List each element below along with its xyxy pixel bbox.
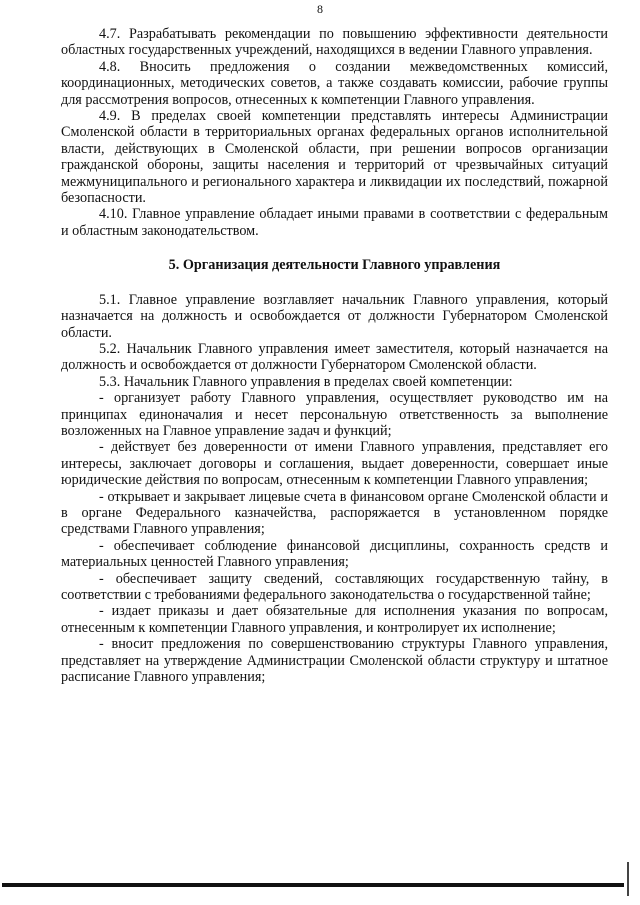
scan-edge-mark [627, 862, 629, 896]
list-item: - организует работу Главного управления, осуществляет руководство им на принципах единоначалия и несет персональную ответственность за выполнение возложенных на Главное управление задач и функций; [61, 390, 608, 439]
list-item: - вносит предложения по совершенствованию структуры Главного управления, представляет на утверждение Администрации Смоленской области структуру и штатное расписание Главного управления; [61, 636, 608, 686]
paragraph-4-8: 4.8. Вносить предложения о создании межведомственных комиссий, координационных, методических советов, а также создавать комиссии, рабочие группы для рассмотрения вопросов, отнесенных к компетенции Главного управления. [61, 58, 608, 108]
list-item: - обеспечивает соблюдение финансовой дисциплины, сохранность средств и материальных ценностей Главного управления; [61, 537, 608, 571]
paragraph-5-3: 5.3. Начальник Главного управления в пределах своей компетенции: [99, 373, 513, 390]
section-heading: 5. Организация деятельности Главного управления [168, 257, 501, 274]
paragraph-5-2: 5.2. Начальник Главного управления имеет заместителя, который назначается на должность и освобождается от должности Губернатором Смоленской области. [61, 340, 608, 374]
paragraph-4-9: 4.9. В пределах своей компетенции представлять интересы Администрации Смоленской области в территориальных органах федеральных органов исполнительной власти, действующих в Смоленской области, при решении вопросов организации гражданской обороны, защиты населения и территорий от чрезвычайных ситуаций межмуниципального и регионального характера и ликвидации их последствий, пожарной безопасности. [61, 108, 608, 207]
page-number: 8 [317, 2, 323, 16]
bottom-scan-line [2, 883, 624, 887]
document-body [61, 26, 608, 685]
list-item: - издает приказы и дает обязательные для исполнения указания по вопросам, отнесенным к компетенции Главного управления, и контролирует их исполнение; [61, 603, 608, 636]
list-item: - открывает и закрывает лицевые счета в финансовом органе Смоленской области и в органе Федерального казначейства, распоряжается в установленном порядке средствами Главного управления; [61, 488, 608, 538]
list-item: - действует без доверенности от имени Главного управления, представляет его интересы, заключает договоры и соглашения, выдает доверенности, совершает иные юридические действия по вопросам, отнесенным к компетенции Главного управления; [61, 439, 608, 489]
paragraph-4-10: 4.10. Главное управление обладает иными правами в соответствии с федеральным и областным законодательством. [61, 206, 608, 239]
paragraph-4-7: 4.7. Разрабатывать рекомендации по повышению эффективности деятельности областных государственных учреждений, находящихся в ведении Главного управления. [61, 26, 608, 59]
paragraph-5-1: 5.1. Главное управление возглавляет начальник Главного управления, который назначается на должность и освобождается от должности Губернатором Смоленской области. [61, 291, 608, 341]
list-item: - обеспечивает защиту сведений, составляющих государственную тайну, в соответствии с требованиями федерального законодательства о государственной тайне; [61, 570, 608, 603]
